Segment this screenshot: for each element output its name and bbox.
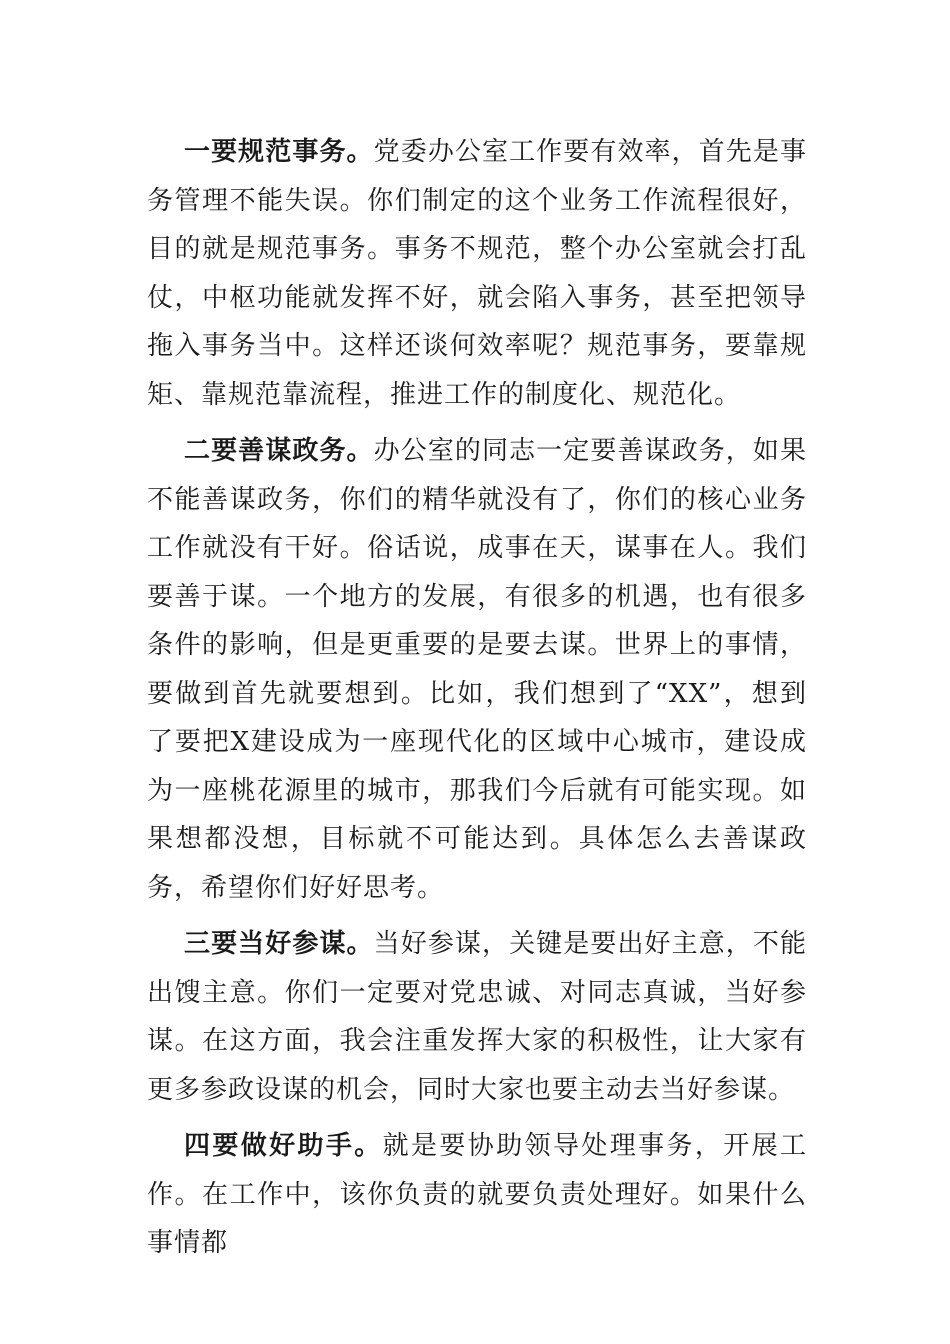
paragraph-3-body: 当好参谋，关键是要出好主意，不能出馊主意。你们一定要对党忠诚、对同志真诚，当好参谋。在这方面，我会注重发挥大家的积极性，让大家有更多参政设谋的机会，同时大家也要主动去当好参谋。	[147, 929, 807, 1105]
paragraph-1-heading: 一要规范事务。	[184, 137, 374, 167]
paragraph-4	[147, 1122, 807, 1268]
document-page	[147, 128, 807, 1276]
paragraph-2-heading: 二要善谋政务。	[184, 436, 374, 466]
paragraph-3-heading: 三要当好参谋。	[184, 929, 374, 959]
paragraph-4-body: 就是要协助领导处理事务，开展工作。在工作中，该你负责的就要负责处理好。如果什么事情都	[147, 1131, 807, 1258]
paragraph-3	[147, 920, 807, 1114]
paragraph-1-body: 党委办公室工作要有效率，首先是事务管理不能失误。你们制定的这个业务工作流程很好，目的就是规范事务。事务不规范，整个办公室就会打乱仗，中枢功能就发挥不好，就会陷入事务，甚至把领导拖入事务当中。这样还谈何效率呢？规范事务，要靠规矩、靠规范靠流程，推进工作的制度化、规范化。	[147, 137, 807, 410]
paragraph-1	[147, 128, 807, 419]
paragraph-2	[147, 427, 807, 912]
paragraph-2-body: 办公室的同志一定要善谋政务，如果不能善谋政务，你们的精华就没有了，你们的核心业务工作就没有干好。俗话说，成事在天，谋事在人。我们要善于谋。一个地方的发展，有很多的机遇，也有很多条件的影响，但是更重要的是要去谋。世界上的事情，要做到首先就要想到。比如，我们想到了“XX”，想到了要把X建设成为一座现代化的区域中心城市，建设成为一座桃花源里的城市，那我们今后就有可能实现。如果想都没想，目标就不可能达到。具体怎么去善谋政务，希望你们好好思考。	[147, 436, 807, 903]
paragraph-4-heading: 四要做好助手。	[184, 1131, 383, 1161]
